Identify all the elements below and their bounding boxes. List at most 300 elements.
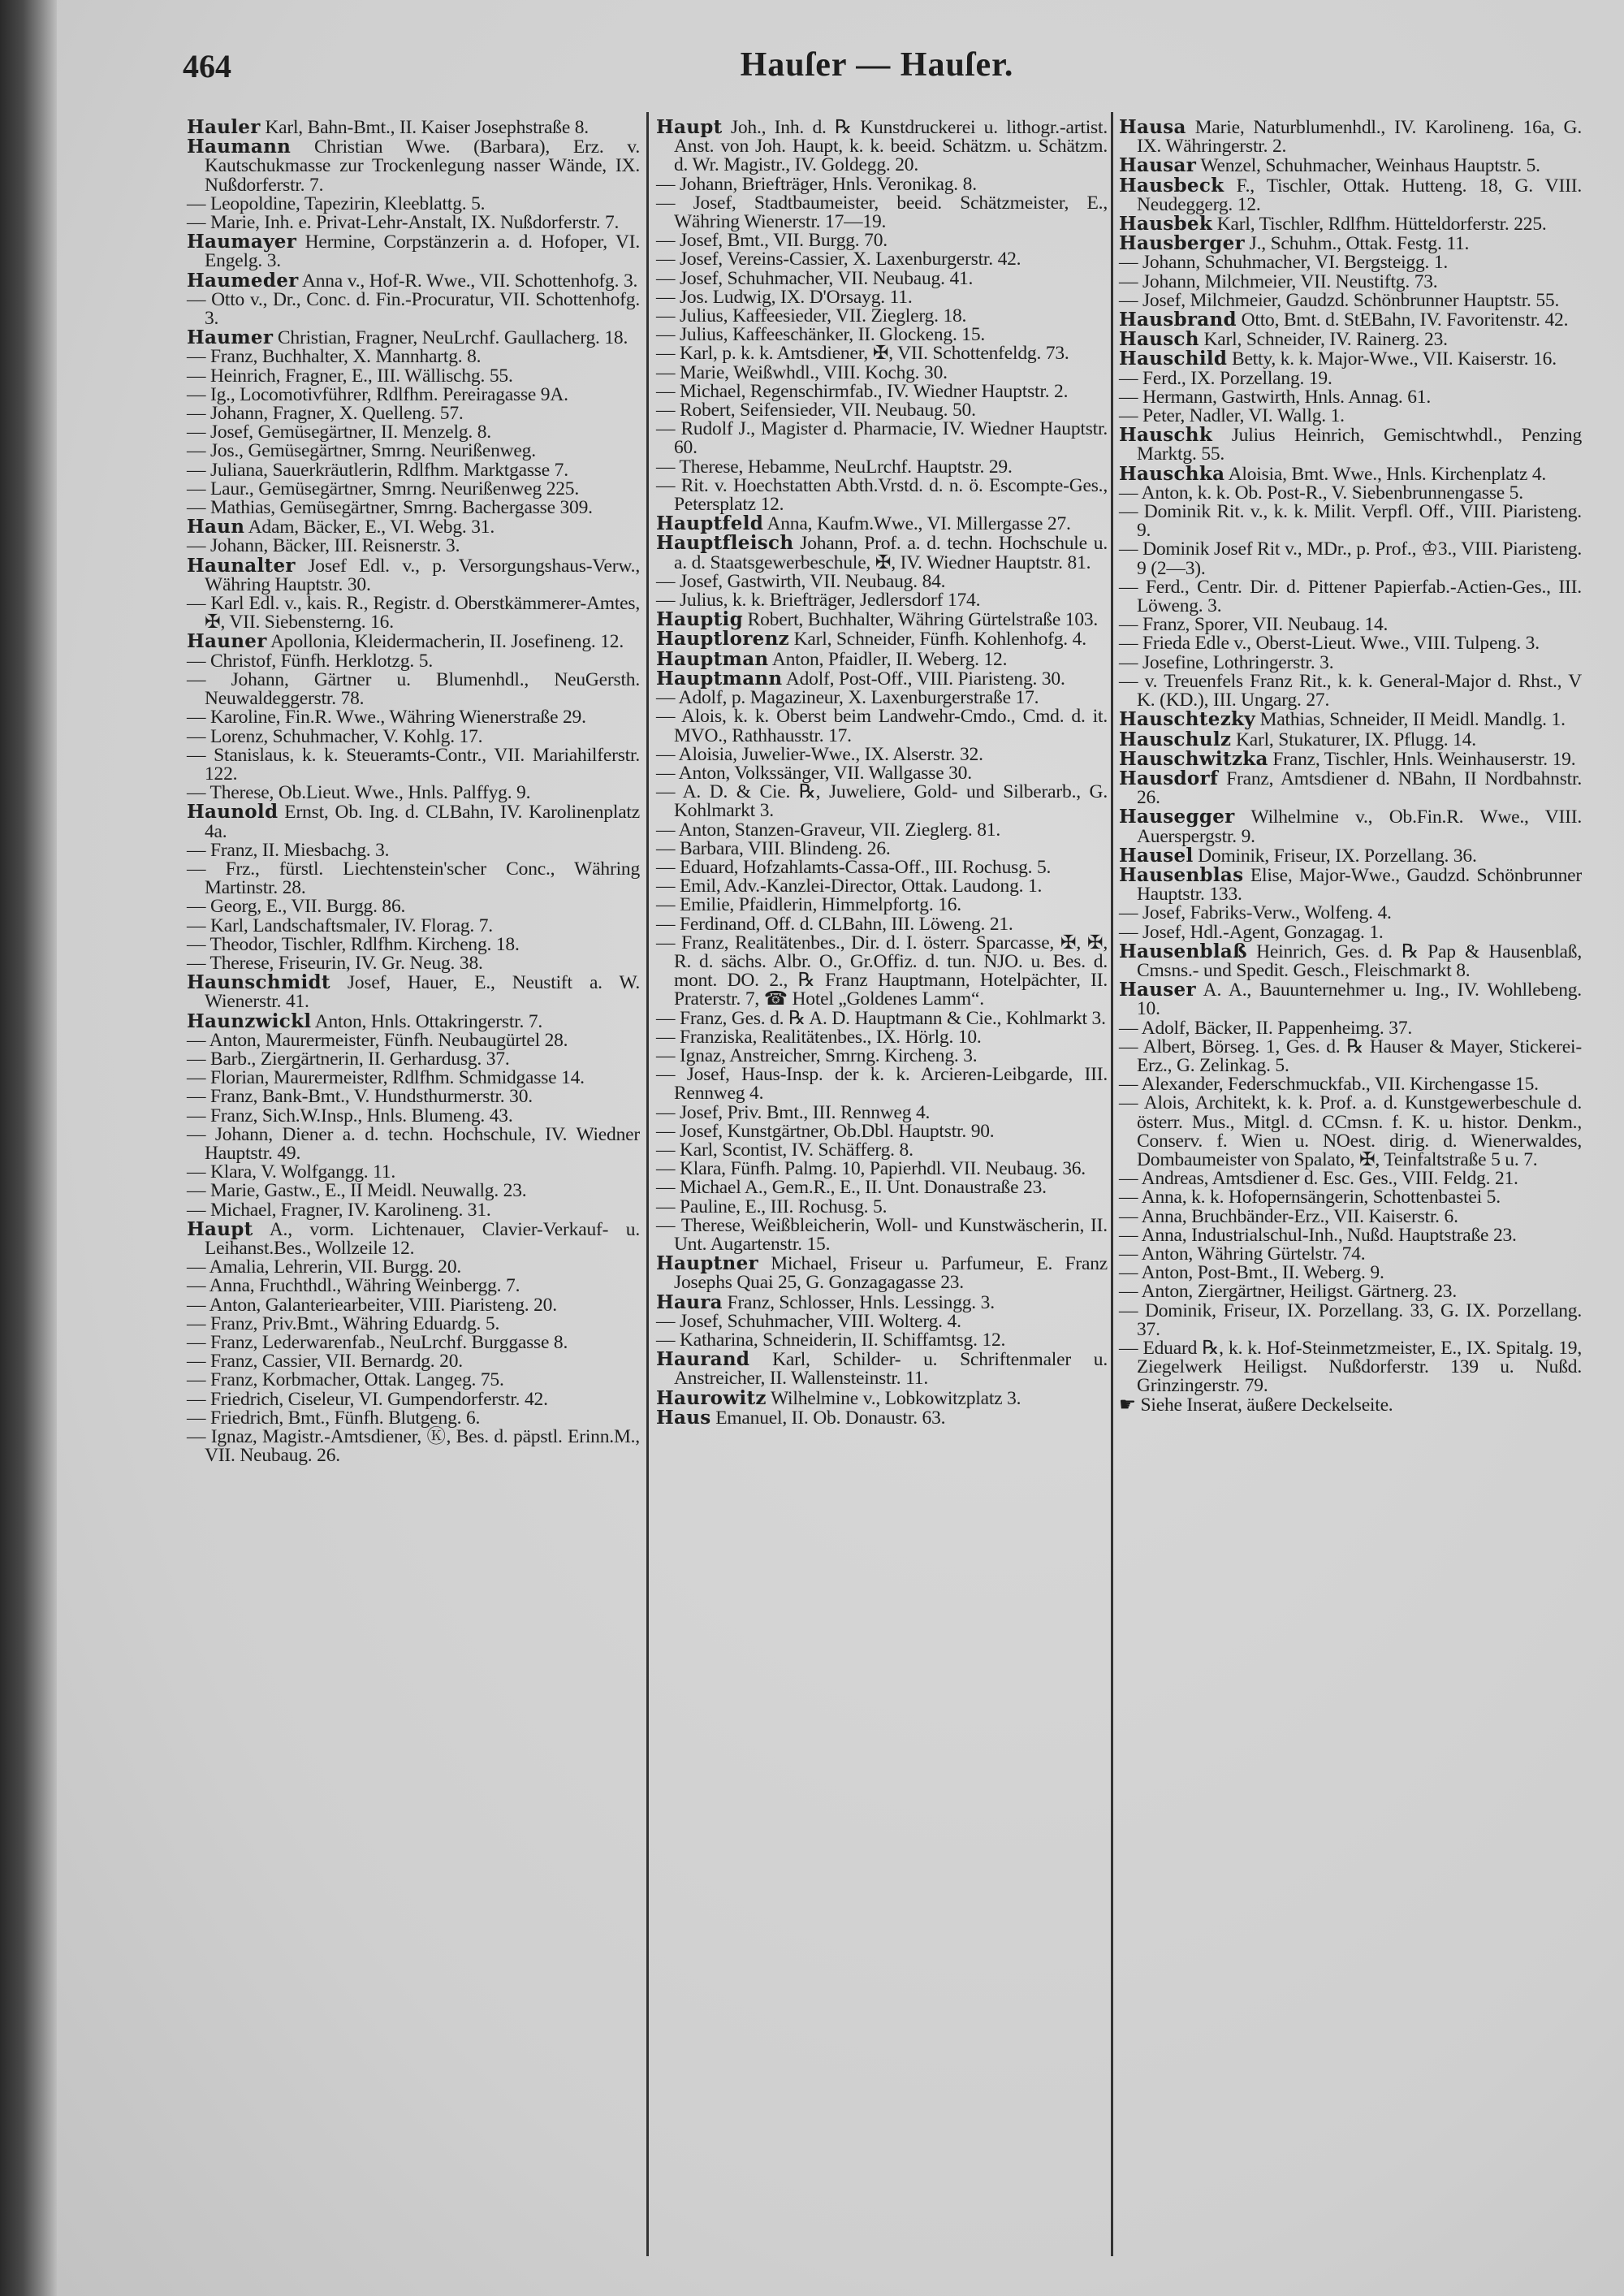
entry-details: Karl, Schneider, IV. Rainerg. 23.: [1199, 329, 1448, 351]
directory-entry: [656, 380, 1108, 402]
column-3: [1119, 118, 1582, 1415]
directory-entry: [656, 1408, 1108, 1428]
entry-details: — Alois, Architekt, k. k. Prof. a. d. Kunstgewerbeschule d. österr. Mus., Mitgl. d. CCmsn. f. K. u. histor. Denkm., Conserv. f. Wien u. NOest. dirig. d. Wienerwaldes, Dombaumeister von Spalato, ✠, Teinfaltstraße 5 u. 7.: [1119, 1092, 1582, 1170]
directory-entry: [656, 707, 1108, 745]
entry-details: — Franz, II. Miesbachg. 3.: [187, 839, 390, 861]
directory-entry: [187, 1012, 640, 1031]
entry-surname: Haurand: [656, 1348, 750, 1371]
directory-entry: [1119, 289, 1582, 311]
directory-entry: [656, 934, 1108, 1010]
directory-entry: [656, 647, 1108, 670]
entry-details: — Ig., Locomotivführer, Rdlfhm. Pereiragasse 9A.: [187, 383, 568, 405]
entry-details: — Ignaz, Magistr.-Amtsdiener, Ⓚ, Bes. d. päpstl. Erinn.M., VII. Neubaug. 26.: [187, 1426, 640, 1467]
directory-entry: [1119, 980, 1582, 1018]
entry-details: — Josef, Hdl.-Agent, Gonzagag. 1.: [1119, 921, 1384, 943]
entry-surname: Hauschtezky: [1119, 708, 1255, 731]
directory-entry: [656, 420, 1108, 457]
directory-entry: [1119, 234, 1582, 253]
directory-entry: [187, 708, 640, 727]
directory-entry: [187, 1371, 640, 1390]
directory-entry: [187, 917, 640, 936]
entry-details: Emanuel, II. Ob. Donaustr. 63.: [710, 1407, 946, 1429]
directory-entry: [1119, 672, 1582, 710]
directory-entry: [187, 1087, 640, 1106]
entry-details: — Johann, Briefträger, Hnls. Veronikag. 8.: [656, 173, 977, 195]
directory-entry: [187, 192, 640, 214]
directory-entry: [656, 1141, 1108, 1160]
directory-entry: [1119, 426, 1582, 464]
entry-details: — Emilie, Pfaidlerin, Himmelpfortg. 16.: [656, 894, 961, 916]
directory-entry: [656, 1198, 1108, 1217]
directory-entry: [187, 328, 640, 348]
directory-entry: [656, 1386, 1108, 1409]
entry-details: — Pauline, E., III. Rochusg. 5.: [656, 1196, 888, 1217]
entry-details: Michael, Friseur u. Parfumeur, E. Franz Josephs Quai 25, G. Gonzagagasse 23.: [674, 1253, 1108, 1294]
entry-details: — Anton, k. k. Ob. Post-R., V. Siebenbrunnengasse 5.: [1119, 482, 1523, 504]
entry-details: Dominik, Friseur, IX. Porzellang. 36.: [1193, 845, 1477, 867]
entry-details: — Jos., Gemüsegärtner, Smrng. Neurißenweg.: [187, 440, 536, 462]
entry-details: — Johann, Bäcker, III. Reisnerstr. 3.: [187, 535, 460, 557]
directory-entry: [656, 326, 1108, 344]
directory-entry: [187, 556, 640, 595]
directory-entry: [656, 743, 1108, 765]
directory-entry: [187, 137, 640, 195]
directory-entry: [187, 1107, 640, 1126]
entry-surname: Hauptfeld: [656, 512, 764, 535]
directory-entry: [656, 783, 1108, 820]
entry-details: — Johann, Milchmeier, VII. Neustiftg. 73.: [1119, 270, 1438, 292]
directory-entry: [1119, 1188, 1582, 1207]
entry-details: — A. D. & Cie. ℞, Juweliere, Gold- und Silberarb., G. Kohlmarkt 3.: [656, 781, 1108, 822]
entry-surname: Haura: [656, 1291, 723, 1313]
entry-details: — Georg, E., VII. Burgg. 86.: [187, 896, 406, 918]
directory-entry: [656, 877, 1108, 896]
entry-details: — Dominik Rit. v., k. k. Milit. Verpfl. Off., VIII. Piaristeng. 9.: [1119, 501, 1582, 542]
entry-details: Franz, Amtsdiener d. NBahn, II Nordbahnstr. 26.: [1137, 767, 1582, 809]
entry-details: — Franz, Ges. d. ℞ A. D. Hauptmann & Cie., Kohlmarkt 3.: [656, 1007, 1106, 1029]
entry-details: Karl, Schneider, Fünfh. Kohlenhofg. 4.: [788, 629, 1086, 651]
directory-entry: [1119, 904, 1582, 923]
entry-details: — Franz, Lederwarenfab., NeuLrchf. Burggasse 8.: [187, 1332, 568, 1353]
entry-details: — Michael, Regenschirmfab., IV. Wiedner Hauptstr. 2.: [656, 380, 1069, 402]
entry-details: Karl, Schilder- u. Schriftenmaler u. Anstreicher, II. Wallensteinstr. 11.: [674, 1349, 1108, 1390]
directory-entry: [187, 348, 640, 366]
entry-surname: Hauner: [187, 630, 267, 653]
entry-details: — Friedrich, Ciseleur, VI. Gumpendorferstr. 42.: [187, 1388, 548, 1410]
entry-surname: Haus: [656, 1406, 711, 1429]
directory-entry: [656, 361, 1108, 383]
entry-details: Julius Heinrich, Gemischtwhdl., Penzing Marktg. 55.: [1137, 425, 1582, 465]
entry-details: — Anton, Post-Bmt., II. Weberg. 9.: [1119, 1262, 1384, 1284]
directory-entry: [187, 1312, 640, 1334]
entry-details: Wilhelmine v., Lobkowitzplatz 3.: [766, 1387, 1021, 1409]
entry-details: — Dominik, Friseur, IX. Porzellang. 33, G. IX. Porzellang. 37.: [1119, 1299, 1582, 1340]
entry-details: — Franz, Buchhalter, X. Mannhartg. 8.: [187, 346, 482, 368]
entry-details: — Florian, Maurermeister, Rdlfhm. Schmidgasse 14.: [187, 1067, 585, 1089]
entry-details: — Josefine, Lothringerstr. 3.: [1119, 651, 1334, 673]
entry-details: — Rit. v. Hoechstatten Abth.Vrstd. d. n. ö. Escompte-Ges., Petersplatz 12.: [656, 474, 1108, 516]
entry-details: — Otto v., Dr., Conc. d. Fin.-Procuratur, VII. Schottenhofg. 3.: [187, 288, 640, 330]
directory-entry: [187, 897, 640, 916]
entry-details: — Jos. Ludwig, IX. D'Orsayg. 11.: [656, 286, 913, 308]
directory-entry: [1119, 270, 1582, 292]
entry-surname: Hauptig: [656, 608, 743, 631]
directory-entry: [1119, 407, 1582, 426]
entry-details: F., Tischler, Ottak. Hutteng. 18, G. VIII. Neudeggerg. 12.: [1137, 175, 1582, 215]
entry-details: — Frz., fürstl. Liechtenstein'scher Conc., Währing Martinstr. 28.: [187, 858, 640, 899]
directory-entry: [187, 725, 640, 747]
entry-details: — Rudolf J., Magister d. Pharmacie, IV. Wiedner Hauptstr. 60.: [656, 418, 1108, 459]
directory-entry: [1119, 462, 1582, 485]
directory-entry: [656, 401, 1108, 420]
entry-details: Adolf, Post-Off., VIII. Piaristeng. 30.: [782, 668, 1065, 690]
directory-entry: [1119, 349, 1582, 369]
directory-entry: [1119, 1245, 1582, 1264]
directory-entry: [656, 1044, 1108, 1066]
entry-details: — Anton, Ziergärtner, Heiligst. Gärtnerg. 23.: [1119, 1281, 1458, 1303]
entry-details: J., Schuhm., Ottak. Festg. 11.: [1244, 233, 1470, 255]
directory-entry: [656, 1178, 1108, 1197]
directory-entry: [1119, 634, 1582, 653]
column-divider: [646, 112, 649, 2256]
entry-surname: Hauser: [1119, 979, 1196, 1001]
directory-entry: [1119, 156, 1582, 175]
entry-details: — Robert, Seifensieder, VII. Neubaug. 50.: [656, 400, 976, 422]
directory-entry: [656, 288, 1108, 307]
directory-entry: [1119, 1170, 1582, 1188]
directory-entry: [187, 499, 640, 517]
directory-entry: [656, 1160, 1108, 1178]
directory-entry: [187, 860, 640, 897]
entry-details: — Johann, Diener a. d. techn. Hochschule, IV. Wiedner Hauptstr. 49.: [187, 1123, 640, 1164]
directory-entry: [187, 1031, 640, 1050]
directory-entry: [187, 1277, 640, 1295]
entry-details: — Michael A., Gem.R., E., II. Unt. Donaustraße 23.: [656, 1177, 1047, 1199]
directory-entry: [187, 271, 640, 291]
directory-entry: [1119, 1282, 1582, 1301]
entry-details: — Dominik Josef Rit v., MDr., p. Prof., ♔3., VIII. Piaristeng. 9 (2—3).: [1119, 538, 1582, 579]
directory-entry: [187, 595, 640, 632]
entry-details: — Heinrich, Fragner, E., III. Wällischg. 55.: [187, 365, 513, 387]
directory-entry: [187, 933, 640, 955]
entry-details: Aloisia, Bmt. Wwe., Hnls. Kirchenplatz 4.: [1224, 463, 1547, 485]
entry-details: — Franz, Cassier, VII. Bernardg. 20.: [187, 1351, 463, 1373]
directory-entry: [1119, 310, 1582, 330]
entry-surname: Haumeder: [187, 269, 299, 292]
entry-details: — Josef, Vereins-Cassier, X. Laxenburgerstr. 42.: [656, 249, 1021, 270]
entry-details: Christian, Fragner, NeuLrchf. Gaullacherg. 18.: [273, 327, 628, 349]
page-number: 464: [183, 48, 231, 84]
entry-details: — Karl, Landschaftsmaler, IV. Florag. 7.: [187, 915, 493, 936]
entry-details: — Peter, Nadler, VI. Wallg. 1.: [1119, 405, 1345, 427]
directory-entry: [187, 668, 640, 710]
directory-entry: [187, 954, 640, 973]
entry-details: — Hermann, Gastwirth, Hnls. Annag. 61.: [1119, 386, 1432, 408]
directory-entry: [656, 458, 1108, 477]
entry-details: — Josef, Gemüsegärtner, II. Menzelg. 8.: [187, 422, 491, 443]
directory-entry: [187, 517, 640, 537]
directory-entry: [656, 669, 1108, 689]
entry-details: — Julius, Kaffeeschänker, II. Glockeng. 15.: [656, 324, 986, 346]
entry-details: Josef Edl. v., p. Versorgungshaus-Verw., Währing Hauptstr. 30.: [205, 555, 640, 595]
entry-details: Marie, Naturblumenhdl., IV. Karolineng. 16a, G. IX. Währingerstr. 2.: [1137, 117, 1582, 158]
directory-entry: [656, 344, 1108, 363]
directory-entry: [656, 1312, 1108, 1331]
directory-entry: [1119, 1094, 1582, 1170]
entry-details: Karl, Tischler, Rdlfhm. Hütteldorferstr. 225.: [1212, 214, 1547, 236]
entry-details: — Josef, Schuhmacher, VIII. Wolterg. 4.: [656, 1310, 961, 1332]
directory-entry: [1119, 388, 1582, 407]
directory-entry: [1119, 253, 1582, 272]
entry-details: — Anna, k. k. Hofopernsängerin, Schottenbastei 5.: [1119, 1187, 1501, 1209]
entry-details: Anna, Kaufm.Wwe., VI. Millergasse 27.: [763, 513, 1071, 535]
entry-surname: Haunzwickl: [187, 1010, 312, 1032]
entry-details: — Josef, Priv. Bmt., III. Rennweg 4.: [656, 1101, 931, 1123]
entry-details: — Franziska, Realitätenbes., IX. Hörlg. 10.: [656, 1026, 982, 1048]
directory-entry: [656, 231, 1108, 250]
entry-details: — Klara, Fünfh. Palmg. 10, Papierhdl. VII. Neubaug. 36.: [656, 1158, 1086, 1180]
entry-details: — Ignaz, Anstreicher, Smrng. Kircheng. 3.: [656, 1044, 978, 1066]
entry-details: Karl, Bahn-Bmt., II. Kaiser Josephstraße 8.: [260, 117, 589, 138]
entry-details: Franz, Schlosser, Hnls. Lessingg. 3.: [722, 1291, 995, 1313]
directory-entry: [187, 423, 640, 442]
directory-entry: [1119, 214, 1582, 234]
directory-entry: [1119, 923, 1582, 942]
directory-entry: [187, 537, 640, 556]
entry-details: — Ferdinand, Off. d. CLBahn, III. Löweng. 21.: [656, 913, 1013, 935]
directory-entry: [656, 194, 1108, 231]
entry-surname: Hauptman: [656, 647, 769, 670]
directory-entry: [187, 1217, 640, 1259]
directory-entry: [1119, 807, 1582, 845]
directory-entry: [656, 474, 1108, 516]
directory-entry: [187, 404, 640, 423]
entry-surname: Hausbrand: [1119, 309, 1237, 331]
directory-entry: [187, 1258, 640, 1277]
directory-entry: [656, 514, 1108, 534]
entry-surname: Haupt: [187, 1217, 253, 1240]
entry-surname: Hauptner: [656, 1252, 758, 1275]
directory-entry: [1119, 1038, 1582, 1075]
directory-entry: [1119, 942, 1582, 980]
directory-entry: [1119, 846, 1582, 866]
entry-surname: Hauptfleisch: [656, 532, 794, 555]
entry-details: — Frieda Edle v., Oberst-Lieut. Wwe., VIII. Tulpeng. 3.: [1119, 633, 1540, 655]
entry-details: Mathias, Schneider, II Meidl. Mandlg. 1.: [1255, 709, 1566, 731]
entry-details: — Therese, Ob.Lieut. Wwe., Hnls. Palffyg. 9.: [187, 782, 531, 804]
entry-details: — Adolf, Bäcker, II. Pappenheimg. 37.: [1119, 1017, 1413, 1039]
entry-surname: Hauler: [187, 116, 261, 138]
entry-surname: Hausar: [1119, 154, 1197, 177]
entry-surname: Haumann: [187, 136, 292, 158]
entry-details: — Franz, Bank-Bmt., V. Hundsthurmerstr. 30.: [187, 1086, 533, 1108]
directory-entry: [187, 1409, 640, 1428]
entry-surname: Hauptmann: [656, 667, 783, 690]
entry-details: — Anna, Industrialschul-Inh., Nußd. Hauptstraße 23.: [1119, 1224, 1517, 1246]
directory-entry: [1119, 118, 1582, 156]
entry-details: — Juliana, Sauerkräutlerin, Rdlfhm. Marktgasse 7.: [187, 459, 568, 481]
directory-entry: [187, 461, 640, 480]
column-1: [187, 118, 640, 1465]
entry-details: — Karl, Scontist, IV. Schäfferg. 8.: [656, 1139, 914, 1161]
entry-details: — Mathias, Gemüsegärtner, Smrng. Bachergasse 309.: [187, 497, 593, 519]
entry-details: Wenzel, Schuhmacher, Weinhaus Hauptstr. 5.: [1196, 155, 1540, 177]
directory-entry: [1119, 1019, 1582, 1038]
entry-details: ☛ Siehe Inserat, äußere Deckelseite.: [1119, 1394, 1393, 1416]
directory-entry: [1119, 769, 1582, 807]
directory-entry: [656, 1122, 1108, 1141]
directory-entry: [656, 1007, 1108, 1029]
directory-entry: [1119, 747, 1582, 770]
entry-details: — Adolf, p. Magazineur, X. Laxenburgerstraße 17.: [656, 687, 1039, 709]
directory-entry: [656, 1214, 1108, 1255]
entry-details: — Katharina, Schneiderin, II. Schiffamtsg. 12.: [656, 1330, 1006, 1351]
entry-details: — Andreas, Amtsdiener d. Esc. Ges., VIII. Feldg. 21.: [1119, 1168, 1518, 1190]
entry-details: — Klara, V. Wolfgangg. 11.: [187, 1161, 396, 1183]
directory-entry: [187, 383, 640, 405]
entry-details: Joh., Inh. d. ℞ Kunstdruckerei u. lithogr.-artist. Anst. von Joh. Haupt, k. k. beeid. Schätzm. u. Schätzm. d. Wr. Magistr., IV. Goldegg. 20.: [674, 117, 1108, 176]
entry-details: Ernst, Ob. Ing. d. CLBahn, IV. Karolinenplatz 4a.: [205, 802, 640, 842]
directory-entry: [1119, 710, 1582, 729]
entry-details: A., vorm. Lichtenauer, Clavier-Verkauf- u. Leihanst.Bes., Wollzeile 12.: [205, 1218, 640, 1259]
entry-details: — Anton, Galanteriearbeiter, VIII. Piaristeng. 20.: [187, 1294, 557, 1316]
directory-entry: [1119, 1264, 1582, 1282]
directory-entry: [187, 367, 640, 386]
entry-surname: Hausa: [1119, 116, 1186, 138]
entry-details: Johann, Prof. a. d. techn. Hochschule u. a. d. Staatsgewerbeschule, ✠, IV. Wiedner Hauptstr. 81.: [674, 533, 1108, 573]
entry-details: — Theodor, Tischler, Rdlfhm. Kircheng. 18.: [187, 933, 520, 955]
directory-entry: [187, 1352, 640, 1371]
entry-details: — Alois, k. k. Oberst beim Landwehr-Cmdo., Cmd. d. it. MVO., Rathhausstr. 17.: [656, 706, 1108, 746]
entry-details: Betty, k. k. Major-Wwe., VII. Kaiserstr. 16.: [1227, 348, 1557, 370]
entry-details: — Marie, Weißwhdl., VIII. Kochg. 30.: [656, 361, 948, 383]
directory-entry: [1119, 1339, 1582, 1396]
entry-details: — Franz, Realitätenbes., Dir. d. I. österr. Sparcasse, ✠, ✠, R. d. sächs. Albr. O., Gr.Offiz. d. tun. NJO. u. Bes. d. mont. DO. 2., ℞ Franz Hauptmann, Hotelpächter, II. Praterstr. 7, ☎ Hotel „Goldenes Lamm“.: [656, 932, 1108, 1010]
entry-details: — Julius, Kaffeesieder, VII. Zieglerg. 18.: [656, 305, 967, 327]
directory-entry: [656, 1101, 1108, 1123]
directory-entry: [1119, 1075, 1582, 1094]
directory-entry: [1119, 1226, 1582, 1245]
entry-surname: Hauschild: [1119, 348, 1228, 370]
entry-surname: Hauptlorenz: [656, 628, 789, 651]
entry-details: — Anton, Maurermeister, Fünfh. Neubaugürtel 28.: [187, 1029, 568, 1051]
entry-details: — Barb., Ziergärtnerin, II. Gerhardusg. 37.: [187, 1048, 510, 1070]
entry-details: Hermine, Corpstänzerin a. d. Hofoper, VI. Engelg. 3.: [205, 231, 640, 272]
directory-entry: [1119, 616, 1582, 634]
directory-entry: [187, 442, 640, 460]
entry-details: — Albert, Börseg. 1, Ges. d. ℞ Hauser & Mayer, Stickerei-Erz., G. Zelinkag. 5.: [1119, 1036, 1582, 1076]
entry-surname: Hausel: [1119, 844, 1194, 867]
directory-entry: [1119, 1299, 1582, 1340]
entry-details: Otto, Bmt. d. StEBahn, IV. Favoritenstr. 42.: [1236, 309, 1569, 331]
column-2: [656, 118, 1108, 1428]
entry-details: Elise, Major-Wwe., Gaudzd. Schönbrunner Hauptstr. 133.: [1137, 864, 1582, 906]
entry-details: — Therese, Weißbleicherin, Woll- und Kunstwäscherin, II. Unt. Augartenstr. 15.: [656, 1214, 1108, 1255]
entry-details: — Anna, Bruchbänder-Erz., VII. Kaiserstr. 6.: [1119, 1205, 1458, 1227]
entry-details: — Josef, Fabriks-Verw., Wolfeng. 4.: [1119, 902, 1392, 924]
entry-details: — Karoline, Fin.R. Wwe., Währing Wienerstraße 29.: [187, 707, 586, 729]
directory-entry: [1119, 578, 1582, 616]
entry-details: — Josef, Stadtbaumeister, beeid. Schätzmeister, E., Währing Wienerstr. 17—19.: [656, 192, 1108, 233]
directory-entry: [187, 1163, 640, 1182]
entry-surname: Hauschulz: [1119, 728, 1232, 750]
entry-details: — Karl, p. k. k. Amtsdiener, ✠, VII. Schottenfeldg. 73.: [656, 343, 1069, 365]
directory-entry: [187, 1182, 640, 1200]
running-head: Hauſer — Hauſer.: [740, 46, 1014, 84]
directory-entry: [656, 610, 1108, 629]
entry-details: — Karl Edl. v., kais. R., Registr. d. Oberstkämmerer-Amtes, ✠, VII. Siebensterng. 16.: [187, 593, 640, 633]
directory-entry: [187, 1123, 640, 1164]
entry-details: — Therese, Friseurin, IV. Gr. Neug. 38.: [187, 952, 483, 974]
directory-entry: [1119, 730, 1582, 750]
directory-entry: [187, 1296, 640, 1315]
directory-entry: [656, 837, 1108, 859]
entry-details: — Therese, Hebamme, NeuLrchf. Hauptstr. 29.: [656, 456, 1013, 478]
directory-entry: [1119, 1396, 1582, 1415]
directory-entry: [1119, 1205, 1582, 1227]
book-binding-edge: [0, 0, 57, 2296]
directory-entry: [187, 1069, 640, 1087]
directory-entry: [187, 802, 640, 841]
entry-details: Wilhelmine v., Ob.Fin.R. Wwe., VIII. Auerspergstr. 9.: [1137, 806, 1582, 847]
entry-surname: Haurowitz: [656, 1386, 767, 1409]
entry-surname: Haumer: [187, 326, 274, 349]
directory-entry: [187, 746, 640, 784]
entry-details: — Marie, Gastw., E., II Meidl. Neuwallg. 23.: [187, 1180, 527, 1202]
directory-entry: [656, 591, 1108, 610]
entry-details: — Friedrich, Bmt., Fünfh. Blutgeng. 6.: [187, 1407, 481, 1429]
entry-surname: Haunschmidt: [187, 971, 330, 994]
entry-details: — Johann, Schuhmacher, VI. Bergsteigg. 1.: [1119, 252, 1449, 274]
entry-details: — Josef, Milchmeier, Gaudzd. Schönbrunner Hauptstr. 55.: [1119, 289, 1560, 311]
entry-details: Robert, Buchhalter, Währing Gürtelstraße 103.: [742, 609, 1099, 631]
entry-details: — Johann, Fragner, X. Quelleng. 57.: [187, 403, 464, 425]
directory-entry: [656, 1066, 1108, 1103]
entry-details: — Ferd., Centr. Dir. d. Pittener Papierfab.-Actien-Ges., III. Löweng. 3.: [1119, 576, 1582, 617]
entry-surname: Haumayer: [187, 231, 297, 253]
directory-entry: [656, 764, 1108, 783]
entry-details: Josef, Hauer, E., Neustift a. W. Wienerstr. 41.: [205, 972, 640, 1013]
directory-entry: [656, 250, 1108, 269]
entry-surname: Hauschwitzka: [1119, 747, 1268, 770]
entry-details: — Marie, Inh. e. Privat-Lehr-Anstalt, IX. Nußdorferstr. 7.: [187, 212, 620, 234]
directory-entry: [1119, 330, 1582, 349]
directory-entry: [656, 689, 1108, 707]
entry-details: — Ferd., IX. Porzellang. 19.: [1119, 367, 1332, 389]
entry-details: — Eduard, Hofzahlamts-Cassa-Off., III. Rochusg. 5.: [656, 856, 1052, 878]
entry-details: Karl, Stukaturer, IX. Pflugg. 14.: [1231, 729, 1476, 750]
entry-surname: Hausenblas: [1119, 863, 1244, 886]
directory-entry: [656, 629, 1108, 649]
directory-entry: [187, 118, 640, 137]
entry-details: — Barbara, VIII. Blindeng. 26.: [656, 837, 891, 859]
entry-details: — Franz, Priv.Bmt., Währing Eduardg. 5.: [187, 1312, 500, 1334]
entry-surname: Hausbeck: [1119, 174, 1224, 197]
entry-details: — Anton, Stanzen-Graveur, VII. Zieglerg. 81.: [656, 819, 1001, 841]
entry-details: Christian Wwe. (Barbara), Erz. v. Kautschukmasse zur Trockenlegung nasser Wände, IX. Nußdorferstr. 7.: [205, 136, 640, 196]
entry-surname: Hausberger: [1119, 232, 1245, 255]
directory-entry: [656, 118, 1108, 175]
entry-details: — Julius, k. k. Briefträger, Jedlersdorf 174.: [656, 590, 981, 612]
directory-entry: [1119, 540, 1582, 577]
directory-entry: [187, 1428, 640, 1465]
entry-details: Apollonia, Kleidermacherin, II. Josefineng. 12.: [266, 631, 624, 653]
entry-details: — Franz, Korbmacher, Ottak. Langeg. 75.: [187, 1369, 504, 1391]
directory-entry: [187, 232, 640, 270]
directory-entry: [656, 1293, 1108, 1312]
entry-details: — Emil, Adv.-Kanzlei-Director, Ottak. Laudong. 1.: [656, 876, 1043, 897]
entry-surname: Hausenblaß: [1119, 940, 1247, 962]
